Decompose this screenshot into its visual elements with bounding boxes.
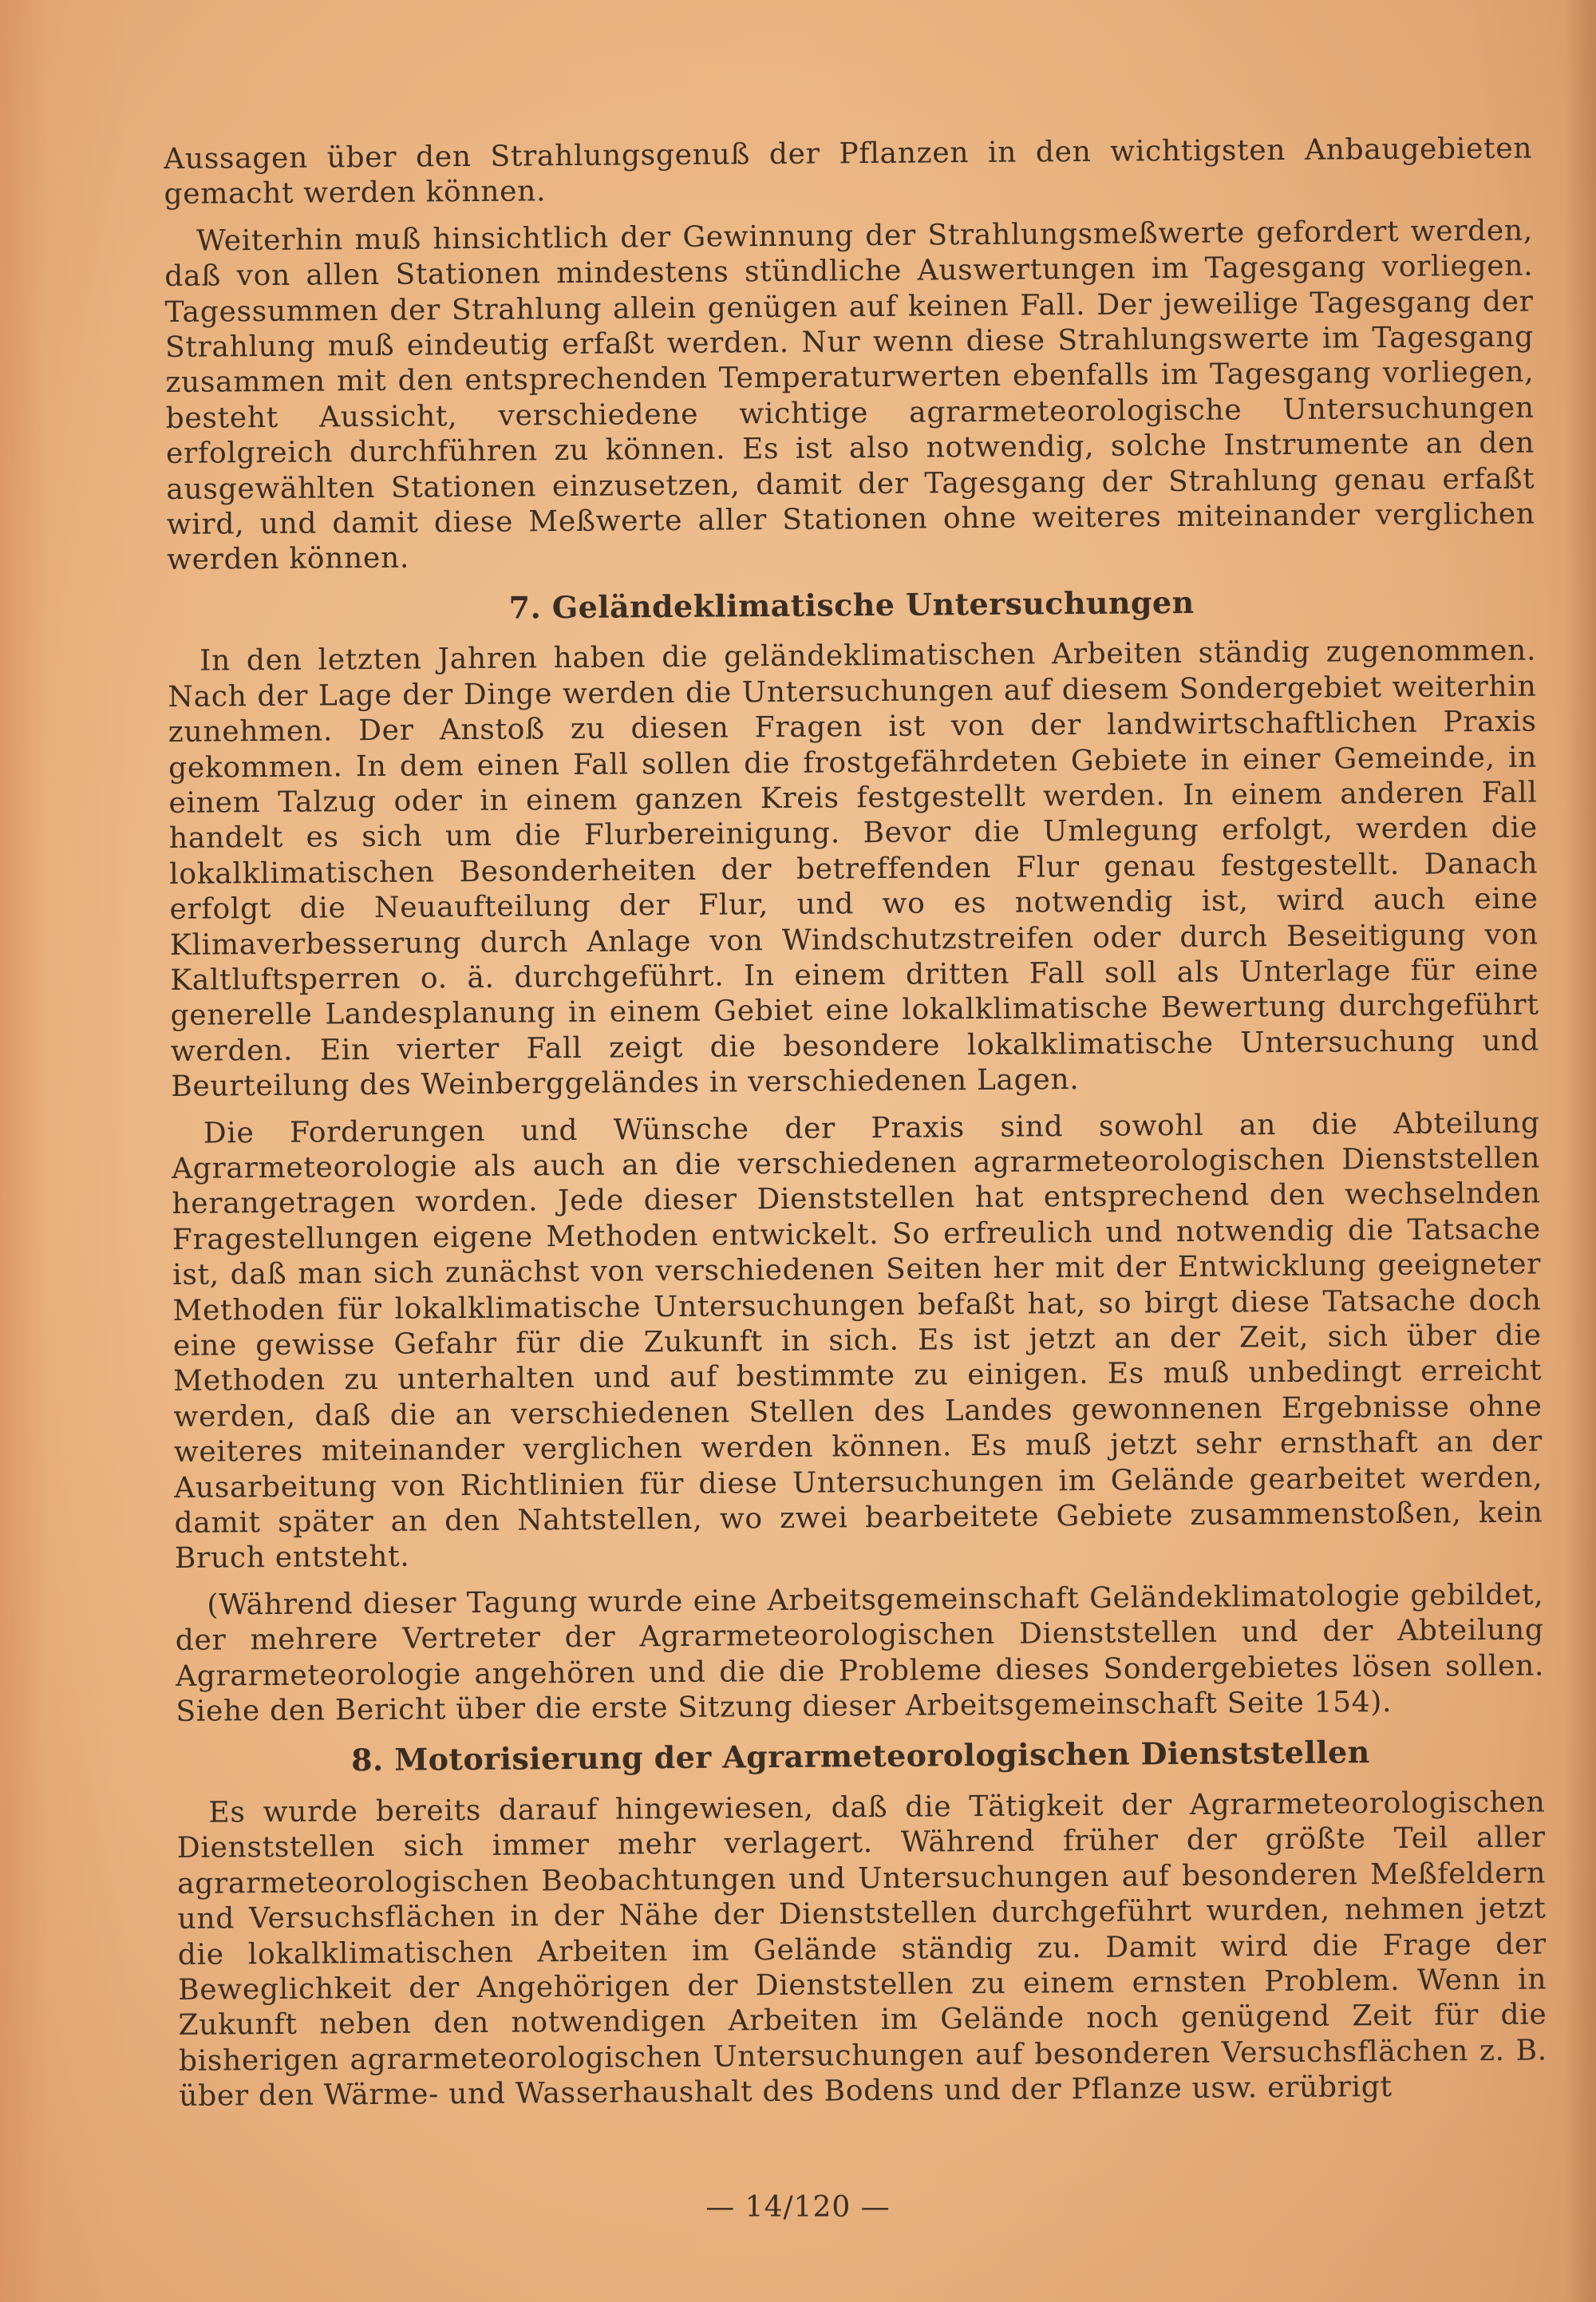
- paragraph-terrain-climate-intro: In den letzten Jahren haben die geländeklimatischen Arbeiten ständig zugenommen. Nach der Lage der Dinge werden die Untersuchungen auf diesem Sondergebiet weiterhin zunehmen. Der Anstoß zu diesen Fragen ist von der landwirtschaftlichen Praxis gekommen. In dem einen Fall sollen die frostgefährdeten Gebiete in einer Gemeinde, in einem Talzug oder in einem ganzen Kreis festgestellt werden. In einem anderen Fall handelt es sich um die Flurbereinigung. Bevor die Umlegung erfolgt, werden die lokalklimatischen Besonderheiten der betreffenden Flur genau festgestellt. Danach erfolgt die Neuaufteilung der Flur, und wo es notwendig ist, wird auch eine Klimaverbesserung durch Anlage von Windschutzstreifen oder durch Beseitigung von Kaltluftsperren o. ä. durchgeführt. In einem dritten Fall soll als Unterlage für eine generelle Landesplanung in einem Gebiet eine lokalklimatische Bewertung durchgeführt werden. Ein vierter Fall zeigt die besondere lokalklimatische Untersuchung und Beurteilung des Weinberggeländes in verschiedenen Lagen.: [168, 634, 1540, 1104]
- paragraph-practice-demands: Die Forderungen und Wünsche der Praxis sind sowohl an die Abteilung Agrarmeteorologie als auch an die verschiedenen agrarmeteorologischen Dienststellen herangetragen worden. Jede dieser Dienststellen hat entsprechend den wechselnden Fragestellungen eigene Methoden entwickelt. So erfreulich und notwendig die Tatsache ist, daß man sich zunächst von verschiedenen Seiten her mit der Entwicklung geeigneter Methoden für lokalklimatische Untersuchungen befaßt hat, so birgt diese Tatsache doch eine gewisse Gefahr für die Zukunft in sich. Es ist jetzt an der Zeit, sich über die Methoden zu unterhalten und auf bestimmte zu einigen. Es muß unbedingt erreicht werden, daß die an verschiedenen Stellen des Landes gewonnenen Ergebnisse ohne weiteres miteinander verglichen werden können. Es muß jetzt sehr ernsthaft an der Ausarbeitung von Richtlinien für diese Untersuchungen im Gelände gearbeitet werden, damit später an den Nahtstellen, wo zwei bearbeitete Gebiete zusammenstoßen, kein Bruch entsteht.: [171, 1106, 1543, 1576]
- document-text-block: [164, 132, 1547, 2115]
- page-number: — 14/120 —: [705, 2191, 891, 2224]
- paper-edge-shadow-right: [1564, 0, 1596, 2302]
- paragraph-continuation: Aussagen über den Strahlungsgenuß der Pflanzen in den wichtigsten Anbaugebieten gemacht werden können.: [164, 132, 1533, 212]
- paper-edge-shadow-left: [0, 0, 48, 2302]
- section-heading-7: 7. Geländeklimatische Untersuchungen: [508, 583, 1195, 626]
- paragraph-working-group-note: (Während dieser Tagung wurde eine Arbeitsgemeinschaft Geländeklimatologie gebildet, der mehrere Vertreter der Agrarmeteorologischen Dienststellen und der Abteilung Agrarmeteorologie angehören und die die Probleme dieses Sondergebietes lösen sollen. Siehe den Bericht über die erste Sitzung dieser Arbeitsgemeinschaft Seite 154).: [175, 1578, 1545, 1729]
- paragraph-measurement-requirements: Weiterhin muß hinsichtlich der Gewinnung der Strahlungsmeßwerte gefordert werden, daß von allen Stationen mindestens stündliche Auswertungen im Tagesgang vorliegen. Tagessummen der Strahlung allein genügen auf keinen Fall. Der jeweilige Tagesgang der Strahlung muß eindeutig erfaßt werden. Nur wenn diese Strahlungswerte im Tagesgang zusammen mit den entsprechenden Temperaturwerten ebenfalls im Tagesgang vorliegen, besteht Aussicht, verschiedene wichtige agrarmeteorologische Untersuchungen erfolgreich durchführen zu können. Es ist also notwendig, solche Instrumente an den ausgewählten Stationen einzusetzen, damit der Tagesgang der Strahlung genau erfaßt wird, und damit diese Meßwerte aller Stationen ohne weiteres miteinander verglichen werden können.: [164, 214, 1535, 577]
- paragraph-motorization: Es wurde bereits darauf hingewiesen, daß die Tätigkeit der Agrarmeteorologischen Dienststellen sich immer mehr verlagert. Während früher der größte Teil aller agrarmeteorologischen Beobachtungen und Untersuchungen auf besonderen Meßfeldern und Versuchsflächen in der Nähe der Dienststellen durchgeführt wurden, nehmen jetzt die lokalklimatischen Arbeiten im Gelände ständig zu. Damit wird die Frage der Beweglichkeit der Angehörigen der Dienststellen zu einem ernsten Problem. Wenn in Zukunft neben den notwendigen Arbeiten im Gelände noch genügend Zeit für die bisherigen agrarmeteorologischen Untersuchungen auf besonderen Versuchsflächen z. B. über den Wärme- und Wasserhaushalt des Bodens und der Pflanze usw. erübrigt: [176, 1786, 1547, 2114]
- section-heading-8: 8. Motorisierung der Agrarmeteorologischen Dienststellen: [350, 1734, 1370, 1778]
